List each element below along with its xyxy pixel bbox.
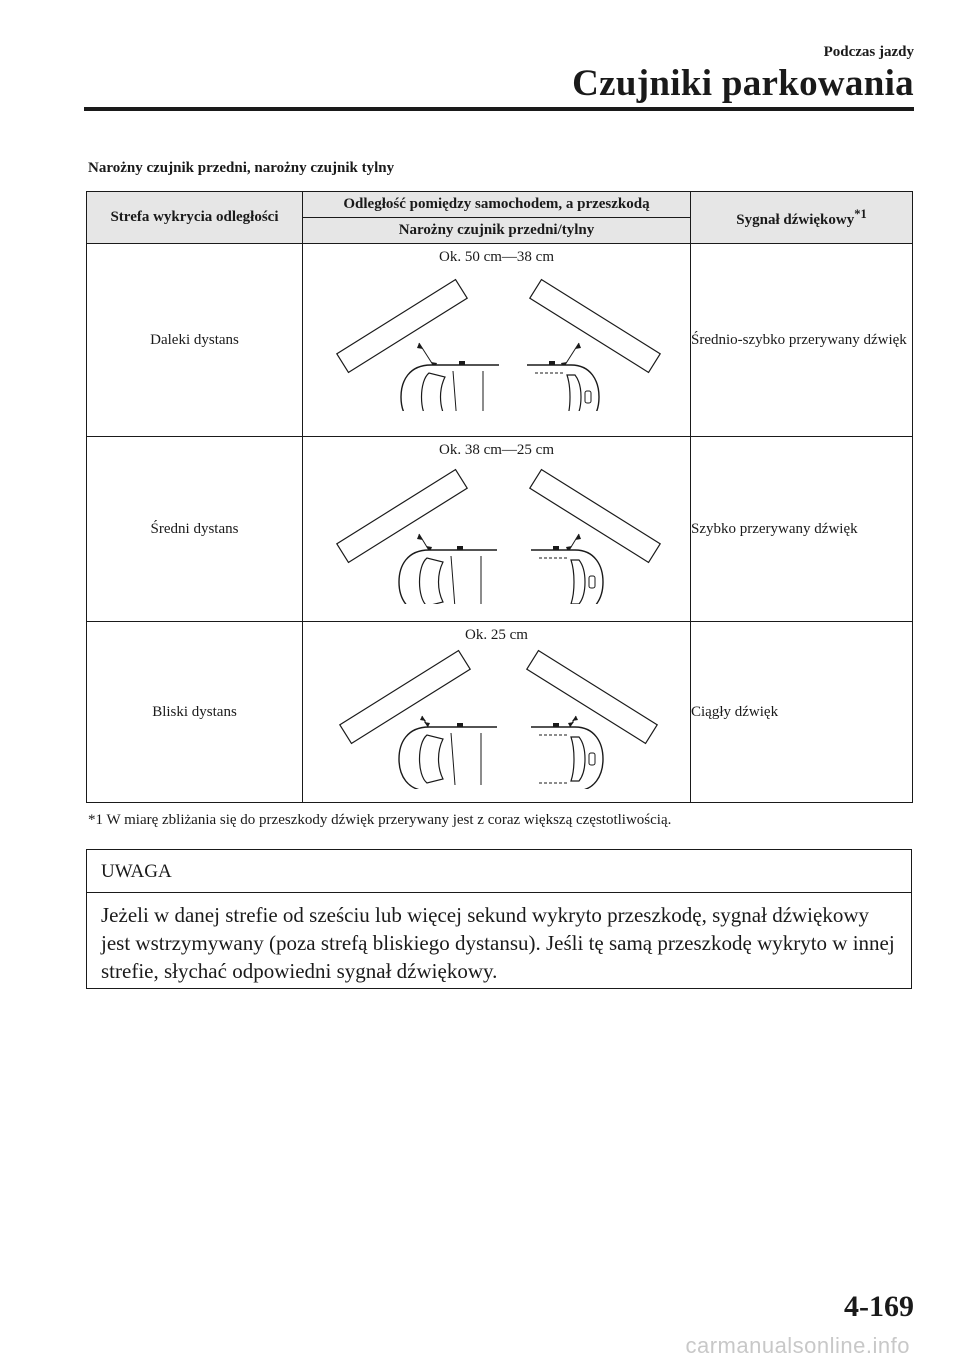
sensor-table bbox=[86, 191, 913, 803]
distance-label: Ok. 38 cm―25 cm bbox=[439, 442, 554, 458]
zone-cell: Średni dystans bbox=[87, 437, 303, 622]
distance-label: Ok. 50 cm―38 cm bbox=[439, 249, 554, 265]
footnote-marker: *1 bbox=[854, 206, 867, 221]
car-front-icon bbox=[399, 546, 497, 604]
table-row bbox=[87, 437, 913, 622]
header-row bbox=[87, 192, 913, 218]
obstacle-right bbox=[529, 470, 659, 563]
car-front-icon bbox=[401, 361, 499, 411]
sound-cell: Średnio-szybko przerywany dźwięk bbox=[691, 244, 913, 437]
header-sound bbox=[691, 192, 913, 244]
distance-arrow-icon bbox=[561, 343, 581, 368]
distance-label: Ok. 25 cm bbox=[465, 627, 528, 643]
sound-cell: Szybko przerywany dźwięk bbox=[691, 437, 913, 622]
parking-diagram bbox=[327, 464, 667, 604]
footnote: *1 W miarę zbliżania się do przeszkody dźwięk przerywany jest z coraz większą częstotliwością. bbox=[88, 812, 672, 828]
distance-arrow-icon bbox=[568, 716, 578, 727]
section-title: Podczas jazdy bbox=[823, 44, 914, 60]
header-zone: Strefa wykrycia odległości bbox=[87, 192, 303, 244]
zone-cell: Bliski dystans bbox=[87, 622, 303, 803]
distance-arrow-icon bbox=[417, 534, 432, 552]
header-sensor: Narożny czujnik przedni/tylny bbox=[303, 218, 691, 244]
parking-diagram bbox=[327, 271, 667, 411]
notice-box bbox=[86, 849, 912, 989]
header-rule bbox=[84, 107, 914, 111]
figure-cell bbox=[303, 244, 691, 437]
obstacle-left bbox=[336, 280, 466, 373]
obstacle-right bbox=[529, 280, 659, 373]
car-rear-icon bbox=[531, 723, 603, 789]
car-rear-icon bbox=[531, 546, 603, 604]
table-row bbox=[87, 622, 913, 803]
table-caption: Narożny czujnik przedni, narożny czujnik tylny bbox=[88, 160, 395, 176]
watermark: carmanualsonline.info bbox=[685, 1333, 910, 1358]
distance-arrow-icon bbox=[420, 716, 430, 727]
page-title: Czujniki parkowania bbox=[572, 63, 914, 104]
figure-cell bbox=[303, 622, 691, 803]
notice-text: Jeżeli w danej strefie od sześciu lub więcej sekund wykryto przeszkodę, sygnał dźwiękowy jest wstrzymywany (poza strefą bliskiego dystansu). Jeśli tę samą przeszkodę wykryto w innej strefie, słychać odpowiedni sygnał dźwiękowy. bbox=[101, 903, 895, 983]
notice-title: UWAGA bbox=[87, 850, 911, 893]
header-distance: Odległość pomiędzy samochodem, a przeszkodą bbox=[303, 192, 691, 218]
figure-cell bbox=[303, 437, 691, 622]
distance-arrow-icon bbox=[566, 534, 581, 552]
header-sound-label: Sygnał dźwiękowy bbox=[736, 211, 855, 228]
table-row bbox=[87, 244, 913, 437]
distance-arrow-icon bbox=[417, 343, 437, 368]
car-rear-icon bbox=[527, 361, 599, 411]
sound-cell: Ciągły dźwięk bbox=[691, 622, 913, 803]
obstacle-left bbox=[336, 470, 466, 563]
parking-diagram bbox=[327, 649, 667, 789]
page-number: 4-169 bbox=[844, 1290, 914, 1323]
car-front-icon bbox=[399, 723, 497, 789]
zone-cell: Daleki dystans bbox=[87, 244, 303, 437]
